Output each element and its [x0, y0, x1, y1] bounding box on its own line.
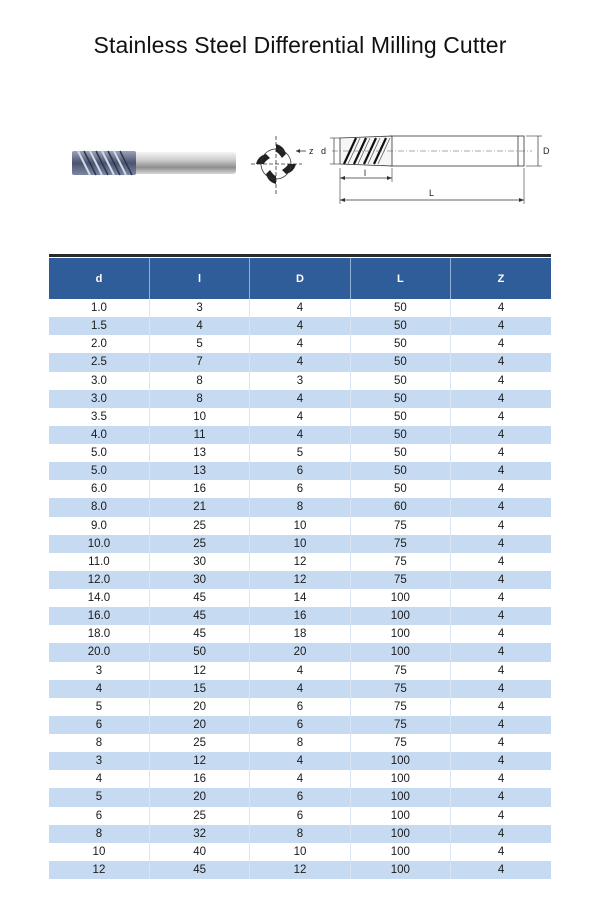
- cell-d: 1.5: [49, 317, 149, 335]
- cell-Z: 4: [451, 317, 551, 335]
- header-shank-diameter: D: [250, 258, 350, 299]
- header-teeth-count: Z: [451, 258, 551, 299]
- table-row: [49, 734, 551, 752]
- cell-D: 4: [250, 662, 350, 680]
- cross-section-diagram: [248, 132, 322, 202]
- cell-l: 20: [149, 788, 249, 806]
- cell-L: 50: [350, 299, 450, 317]
- cell-L: 75: [350, 662, 450, 680]
- cell-Z: 4: [451, 498, 551, 516]
- cell-Z: 4: [451, 807, 551, 825]
- cell-l: 8: [149, 372, 249, 390]
- cell-l: 21: [149, 498, 249, 516]
- cell-Z: 4: [451, 770, 551, 788]
- cell-d: 4: [49, 770, 149, 788]
- table-row: [49, 517, 551, 535]
- cell-D: 6: [250, 788, 350, 806]
- table-row: [49, 698, 551, 716]
- cell-d: 6.0: [49, 480, 149, 498]
- cell-D: 4: [250, 390, 350, 408]
- cell-l: 25: [149, 535, 249, 553]
- cell-L: 75: [350, 571, 450, 589]
- cell-D: 10: [250, 517, 350, 535]
- cell-Z: 4: [451, 589, 551, 607]
- cell-Z: 4: [451, 553, 551, 571]
- cell-L: 50: [350, 353, 450, 371]
- table-top-rule: [49, 254, 551, 257]
- cell-Z: 4: [451, 571, 551, 589]
- specification-table: [49, 258, 551, 879]
- cell-L: 75: [350, 680, 450, 698]
- cutting-length-label: l: [364, 168, 366, 178]
- table-row: [49, 353, 551, 371]
- cell-L: 100: [350, 825, 450, 843]
- cell-d: 5.0: [49, 444, 149, 462]
- table-row: [49, 444, 551, 462]
- table-row: [49, 680, 551, 698]
- cutting-diameter-label: d: [321, 146, 327, 156]
- cell-L: 100: [350, 843, 450, 861]
- cell-d: 4: [49, 680, 149, 698]
- cell-D: 14: [250, 589, 350, 607]
- table-row: [49, 662, 551, 680]
- cell-L: 50: [350, 480, 450, 498]
- header-cutting-diameter: d: [49, 258, 149, 299]
- cell-D: 4: [250, 770, 350, 788]
- cell-Z: 4: [451, 535, 551, 553]
- cell-d: 3.0: [49, 372, 149, 390]
- cell-D: 6: [250, 462, 350, 480]
- cell-D: 6: [250, 480, 350, 498]
- cell-d: 11.0: [49, 553, 149, 571]
- cell-D: 10: [250, 535, 350, 553]
- cell-d: 5: [49, 788, 149, 806]
- cell-D: 5: [250, 444, 350, 462]
- table-row: [49, 408, 551, 426]
- cell-L: 50: [350, 390, 450, 408]
- cell-l: 13: [149, 462, 249, 480]
- cell-l: 50: [149, 643, 249, 661]
- cell-L: 75: [350, 517, 450, 535]
- cell-l: 5: [149, 335, 249, 353]
- cell-l: 11: [149, 426, 249, 444]
- cell-d: 18.0: [49, 625, 149, 643]
- cell-L: 100: [350, 861, 450, 879]
- cell-D: 4: [250, 335, 350, 353]
- cell-l: 15: [149, 680, 249, 698]
- table-row: [49, 807, 551, 825]
- cell-L: 75: [350, 535, 450, 553]
- cell-d: 3.5: [49, 408, 149, 426]
- table-row: [49, 571, 551, 589]
- cell-d: 8.0: [49, 498, 149, 516]
- table-row: [49, 426, 551, 444]
- cell-D: 12: [250, 553, 350, 571]
- cell-l: 25: [149, 734, 249, 752]
- cell-d: 8: [49, 734, 149, 752]
- cell-L: 50: [350, 317, 450, 335]
- cell-l: 30: [149, 571, 249, 589]
- table-row: [49, 607, 551, 625]
- cell-d: 9.0: [49, 517, 149, 535]
- table-row: [49, 770, 551, 788]
- dimension-diagram: [318, 124, 558, 208]
- cell-Z: 4: [451, 643, 551, 661]
- cell-l: 45: [149, 589, 249, 607]
- cell-D: 4: [250, 752, 350, 770]
- table-row: [49, 752, 551, 770]
- table-row: [49, 390, 551, 408]
- cell-L: 75: [350, 716, 450, 734]
- cell-l: 13: [149, 444, 249, 462]
- cell-L: 50: [350, 462, 450, 480]
- cell-L: 100: [350, 607, 450, 625]
- cell-l: 25: [149, 517, 249, 535]
- cell-d: 6: [49, 716, 149, 734]
- cell-D: 18: [250, 625, 350, 643]
- cell-D: 4: [250, 353, 350, 371]
- cell-l: 16: [149, 480, 249, 498]
- table-row: [49, 317, 551, 335]
- cell-L: 100: [350, 643, 450, 661]
- cell-D: 8: [250, 734, 350, 752]
- table-row: [49, 462, 551, 480]
- cell-Z: 4: [451, 662, 551, 680]
- cell-D: 16: [250, 607, 350, 625]
- cell-D: 8: [250, 498, 350, 516]
- cell-d: 2.0: [49, 335, 149, 353]
- cell-l: 10: [149, 408, 249, 426]
- shank-diameter-label: D: [543, 146, 550, 156]
- overall-length-label: L: [429, 188, 435, 198]
- cell-Z: 4: [451, 734, 551, 752]
- table-row: [49, 825, 551, 843]
- cell-D: 6: [250, 807, 350, 825]
- table-row: [49, 788, 551, 806]
- cell-L: 100: [350, 589, 450, 607]
- end-mill-photo: [70, 148, 240, 180]
- table-row: [49, 498, 551, 516]
- cell-D: 6: [250, 716, 350, 734]
- cell-d: 10.0: [49, 535, 149, 553]
- table-row: [49, 716, 551, 734]
- cell-l: 30: [149, 553, 249, 571]
- cell-l: 20: [149, 698, 249, 716]
- cell-d: 5: [49, 698, 149, 716]
- cell-d: 8: [49, 825, 149, 843]
- cell-l: 45: [149, 607, 249, 625]
- cell-d: 3: [49, 662, 149, 680]
- cell-l: 25: [149, 807, 249, 825]
- cell-l: 20: [149, 716, 249, 734]
- cell-Z: 4: [451, 680, 551, 698]
- cell-d: 4.0: [49, 426, 149, 444]
- cell-Z: 4: [451, 353, 551, 371]
- table-body: [49, 299, 551, 879]
- cell-Z: 4: [451, 462, 551, 480]
- cell-l: 4: [149, 317, 249, 335]
- cell-L: 50: [350, 444, 450, 462]
- table-row: [49, 553, 551, 571]
- header-cutting-length: l: [149, 258, 249, 299]
- cell-Z: 4: [451, 372, 551, 390]
- cell-l: 40: [149, 843, 249, 861]
- cell-L: 75: [350, 698, 450, 716]
- cell-Z: 4: [451, 607, 551, 625]
- cell-D: 4: [250, 299, 350, 317]
- cell-D: 4: [250, 317, 350, 335]
- cell-d: 16.0: [49, 607, 149, 625]
- cell-l: 3: [149, 299, 249, 317]
- specification-table-container: [49, 254, 551, 879]
- cell-Z: 4: [451, 788, 551, 806]
- cell-L: 75: [350, 734, 450, 752]
- cell-d: 2.5: [49, 353, 149, 371]
- cell-Z: 4: [451, 444, 551, 462]
- cell-D: 3: [250, 372, 350, 390]
- cell-d: 20.0: [49, 643, 149, 661]
- table-row: [49, 535, 551, 553]
- product-drawings: [0, 118, 600, 213]
- cell-Z: 4: [451, 517, 551, 535]
- cell-d: 12: [49, 861, 149, 879]
- cell-d: 14.0: [49, 589, 149, 607]
- cell-L: 50: [350, 372, 450, 390]
- cell-d: 3.0: [49, 390, 149, 408]
- table-row: [49, 299, 551, 317]
- cell-Z: 4: [451, 716, 551, 734]
- cell-L: 100: [350, 625, 450, 643]
- cell-Z: 4: [451, 426, 551, 444]
- cell-l: 8: [149, 390, 249, 408]
- cell-L: 100: [350, 752, 450, 770]
- cell-L: 50: [350, 426, 450, 444]
- table-row: [49, 335, 551, 353]
- cell-d: 1.0: [49, 299, 149, 317]
- table-row: [49, 643, 551, 661]
- cell-l: 45: [149, 861, 249, 879]
- page-title: Stainless Steel Differential Milling Cutter: [93, 32, 507, 58]
- cell-D: 4: [250, 408, 350, 426]
- cell-Z: 4: [451, 390, 551, 408]
- table-row: [49, 861, 551, 879]
- cell-l: 12: [149, 662, 249, 680]
- cell-Z: 4: [451, 861, 551, 879]
- cell-D: 12: [250, 571, 350, 589]
- cell-d: 5.0: [49, 462, 149, 480]
- table-row: [49, 372, 551, 390]
- cell-l: 32: [149, 825, 249, 843]
- cell-L: 50: [350, 408, 450, 426]
- cell-Z: 4: [451, 752, 551, 770]
- cell-L: 100: [350, 807, 450, 825]
- cell-L: 100: [350, 788, 450, 806]
- cell-D: 20: [250, 643, 350, 661]
- table-header-row: [49, 258, 551, 299]
- cell-l: 45: [149, 625, 249, 643]
- table-row: [49, 480, 551, 498]
- cell-d: 6: [49, 807, 149, 825]
- cell-D: 8: [250, 825, 350, 843]
- cell-L: 100: [350, 770, 450, 788]
- cell-Z: 4: [451, 335, 551, 353]
- table-row: [49, 589, 551, 607]
- cell-L: 50: [350, 335, 450, 353]
- cell-L: 60: [350, 498, 450, 516]
- cell-Z: 4: [451, 843, 551, 861]
- header-overall-length: L: [350, 258, 450, 299]
- cell-Z: 4: [451, 480, 551, 498]
- cell-d: 10: [49, 843, 149, 861]
- cell-D: 10: [250, 843, 350, 861]
- cell-l: 16: [149, 770, 249, 788]
- cell-D: 12: [250, 861, 350, 879]
- cell-Z: 4: [451, 698, 551, 716]
- cell-D: 4: [250, 680, 350, 698]
- cell-Z: 4: [451, 825, 551, 843]
- table-row: [49, 843, 551, 861]
- cell-d: 3: [49, 752, 149, 770]
- cell-l: 7: [149, 353, 249, 371]
- cell-d: 12.0: [49, 571, 149, 589]
- table-row: [49, 625, 551, 643]
- cell-l: 12: [149, 752, 249, 770]
- teeth-count-label: z: [309, 146, 314, 156]
- cell-Z: 4: [451, 625, 551, 643]
- cell-Z: 4: [451, 299, 551, 317]
- cell-D: 6: [250, 698, 350, 716]
- cell-Z: 4: [451, 408, 551, 426]
- cell-D: 4: [250, 426, 350, 444]
- cell-L: 75: [350, 553, 450, 571]
